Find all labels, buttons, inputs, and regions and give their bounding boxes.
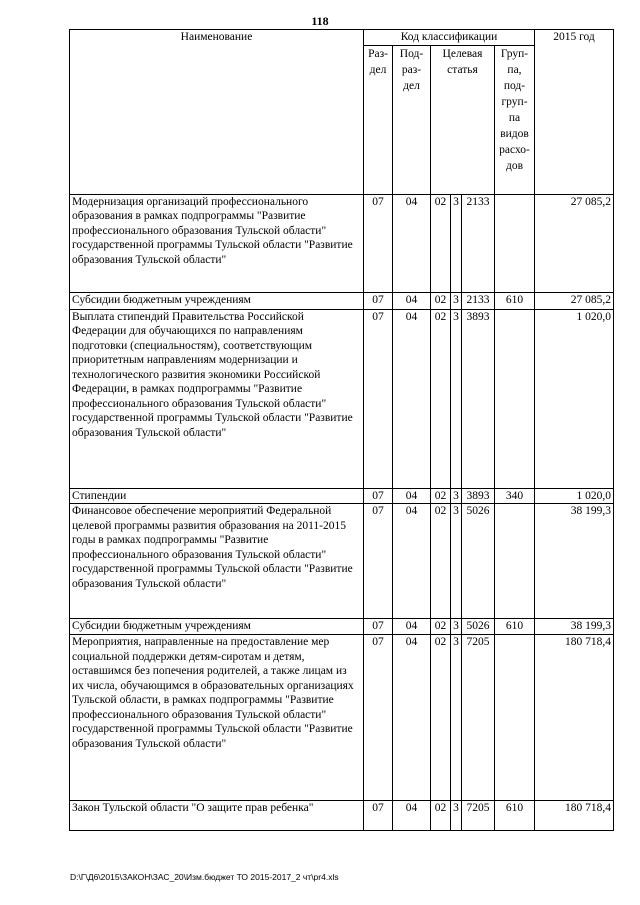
row-name: Стипендии [70, 488, 364, 504]
row-target-part3: 3893 [462, 488, 495, 504]
row-target-part3: 7205 [462, 635, 495, 801]
row-amount: 38 199,3 [535, 504, 614, 619]
row-podrazdel: 04 [393, 635, 431, 801]
row-podrazdel: 04 [393, 801, 431, 831]
row-podrazdel: 04 [393, 619, 431, 635]
row-amount: 27 085,2 [535, 292, 614, 309]
header-expense-group: Груп- па, под- груп- па видов расхо- дов [495, 45, 535, 194]
row-expense-group: 610 [495, 801, 535, 831]
row-target-part1: 02 [431, 194, 451, 292]
row-target-part1: 02 [431, 488, 451, 504]
header-razdel: Раз- дел [364, 45, 393, 194]
table-row [70, 619, 614, 635]
row-target-part2: 3 [451, 504, 462, 619]
budget-table [69, 29, 614, 831]
table-row [70, 292, 614, 309]
row-expense-group [495, 635, 535, 801]
row-razdel: 07 [364, 309, 393, 488]
row-target-part2: 3 [451, 309, 462, 488]
table-row [70, 801, 614, 831]
header-target-article: Целевая статья [431, 45, 495, 194]
table-row [70, 488, 614, 504]
row-target-part3: 7205 [462, 801, 495, 831]
row-podrazdel: 04 [393, 292, 431, 309]
row-podrazdel: 04 [393, 309, 431, 488]
table-body [70, 194, 614, 831]
row-target-part1: 02 [431, 504, 451, 619]
row-name: Финансовое обеспечение мероприятий Федеральной целевой программы развития образования на 2011-2015 годы в рамках подпрограммы "Развитие профессионального образования Тульской области" государственной программы Тульской области "Развитие образования Тульской области" [70, 504, 364, 619]
row-target-part2: 3 [451, 194, 462, 292]
row-expense-group: 340 [495, 488, 535, 504]
row-target-part2: 3 [451, 488, 462, 504]
row-name: Закон Тульской области "О защите прав ребенка" [70, 801, 364, 831]
row-podrazdel: 04 [393, 488, 431, 504]
table-row [70, 309, 614, 488]
page-number: 118 [311, 14, 329, 28]
row-razdel: 07 [364, 504, 393, 619]
row-expense-group [495, 194, 535, 292]
row-razdel: 07 [364, 292, 393, 309]
row-target-part1: 02 [431, 801, 451, 831]
row-amount: 38 199,3 [535, 619, 614, 635]
row-amount: 180 718,4 [535, 635, 614, 801]
row-target-part2: 3 [451, 292, 462, 309]
row-amount: 1 020,0 [535, 488, 614, 504]
row-amount: 27 085,2 [535, 194, 614, 292]
header-name: Наименование [70, 30, 364, 195]
row-podrazdel: 04 [393, 194, 431, 292]
row-target-part3: 2133 [462, 292, 495, 309]
row-target-part3: 5026 [462, 619, 495, 635]
row-razdel: 07 [364, 194, 393, 292]
row-target-part1: 02 [431, 309, 451, 488]
row-name: Субсидии бюджетным учреждениям [70, 292, 364, 309]
row-name: Модернизация организаций профессионального образования в рамках подпрограммы "Развитие профессионального образования Тульской области" государственной программы Тульской области "Развитие образования Тульской области" [70, 194, 364, 292]
row-name: Выплата стипендий Правительства Российской Федерации для обучающихся по направлениям подготовки (специальностям), соответствующим приоритетным направлениям модернизации и технологического развития экономики Российской Федерации, в рамках подпрограммы "Развитие профессионального образования Тульской области" государственной программы Тульской области "Развитие образования Тульской области" [70, 309, 364, 488]
table-row [70, 194, 614, 292]
row-expense-group [495, 309, 535, 488]
row-expense-group: 610 [495, 619, 535, 635]
header-code-group: Код классификации [364, 30, 535, 46]
row-target-part2: 3 [451, 635, 462, 801]
row-target-part3: 2133 [462, 194, 495, 292]
row-razdel: 07 [364, 801, 393, 831]
table-row [70, 504, 614, 619]
header-podrazdel: Под- раз- дел [393, 45, 431, 194]
row-razdel: 07 [364, 635, 393, 801]
row-amount: 180 718,4 [535, 801, 614, 831]
row-target-part1: 02 [431, 292, 451, 309]
row-razdel: 07 [364, 488, 393, 504]
row-podrazdel: 04 [393, 504, 431, 619]
file-path-footer: D:\Г\Д6\2015\ЗАКОН\ЗАС_20\Изм.бюджет ТО 2015-2017_2 чт\pr4.xls [70, 872, 339, 882]
row-name: Субсидии бюджетным учреждениям [70, 619, 364, 635]
row-razdel: 07 [364, 619, 393, 635]
row-target-part3: 3893 [462, 309, 495, 488]
row-expense-group: 610 [495, 292, 535, 309]
row-target-part2: 3 [451, 801, 462, 831]
row-target-part1: 02 [431, 619, 451, 635]
table-row [70, 635, 614, 801]
header-year: 2015 год [535, 30, 614, 195]
row-amount: 1 020,0 [535, 309, 614, 488]
table-header [70, 30, 614, 195]
row-target-part2: 3 [451, 619, 462, 635]
row-target-part3: 5026 [462, 504, 495, 619]
row-name: Мероприятия, направленные на предоставление мер социальной поддержки детям-сиротам и детям, оставшимся без попечения родителей, а также лицам из их числа, обучающимся в образовательных организациях Тульской области, в рамках подпрограммы "Развитие профессионального образования Тульской области" государственной программы Тульской области "Развитие образования Тульской области" [70, 635, 364, 801]
row-target-part1: 02 [431, 635, 451, 801]
row-expense-group [495, 504, 535, 619]
